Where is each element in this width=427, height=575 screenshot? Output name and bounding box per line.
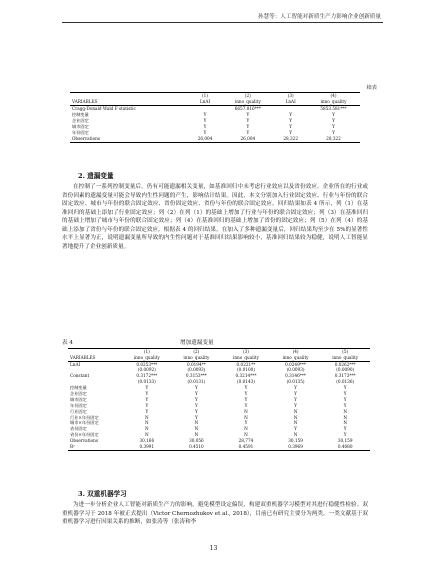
table-cell: (0.0133) (137, 379, 156, 385)
row-label: R² (68, 444, 122, 450)
table-cell: Y (145, 396, 149, 402)
table-cell: 0.0249*** (285, 361, 307, 367)
table-cell: N (244, 408, 248, 414)
table-cell: Y (145, 385, 149, 391)
table-cell: Y (343, 385, 347, 391)
row-label: Constant (70, 373, 90, 379)
table-cell: Y (244, 385, 248, 391)
table-continued-label: 续表 (366, 85, 377, 91)
table-cell: Y (289, 117, 293, 123)
table-cell: 0.4591 (221, 444, 271, 450)
table-cell: Y (145, 402, 149, 408)
table-cell: 28,322 (274, 136, 307, 143)
table-cell: 0.0253*** (136, 361, 158, 367)
omitted-variables-table (68, 348, 370, 451)
table-cell: N (244, 426, 248, 432)
table-cell: N (194, 432, 199, 438)
table-cell: N (244, 414, 248, 420)
table-cell: Y (294, 390, 297, 396)
table-cell: N (144, 420, 149, 426)
row-label: Cragg-Donald Wald F statistic (72, 105, 136, 111)
table-cell: Y (246, 111, 250, 117)
table-cell: N (144, 426, 149, 432)
table-cell: N (343, 414, 347, 420)
page-number: 13 (209, 545, 218, 552)
col-header: inno_quality (271, 355, 321, 361)
table-cell: N (144, 432, 149, 438)
col-number: (1) (122, 349, 172, 355)
table-cell: (0.0143) (237, 379, 255, 385)
table-cell: N (293, 420, 298, 426)
table-cell: 30,056 (189, 438, 204, 444)
row-label: 企业固定 (72, 117, 89, 123)
table-cell: 26,004 (189, 136, 222, 143)
table-cell: 0.3173*** (334, 373, 356, 379)
table-cell: N (343, 408, 347, 414)
table-cell: 6657.816*** (234, 105, 261, 111)
table-body (68, 361, 370, 450)
table-cell: 0.3153*** (185, 373, 207, 379)
table-cell: 28,322 (307, 136, 360, 143)
row-label: LnAI (70, 361, 81, 367)
row-label: 年份固定 (70, 402, 87, 408)
row-label: 省份×年份固定 (70, 432, 99, 438)
section-heading: 2. 遗漏变量 (78, 172, 114, 180)
running-header: 孙慧等：人工智能对新质生产力影响企业创新质量 (257, 14, 381, 20)
col-header: inno_quality (221, 355, 271, 361)
table-cell: Y (246, 129, 250, 135)
table-cell: Y (195, 402, 198, 408)
table-cell: Y (332, 129, 335, 135)
table-cell: 30,159 (337, 438, 353, 444)
table-cell: Y (343, 426, 347, 432)
table-row (68, 444, 370, 450)
table-cell: Y (203, 111, 207, 117)
table-cell: 30,159 (288, 438, 303, 444)
col-header: LnAI (189, 99, 222, 106)
table-cell: 5853.581*** (320, 105, 347, 111)
row-label: 城市固定 (70, 396, 87, 402)
table-cell: Y (294, 385, 297, 391)
table-cell: Y (343, 396, 347, 402)
table-cell: (0.0093) (187, 367, 206, 373)
row-label: 企业固定 (70, 390, 87, 396)
table-cell: N (293, 408, 298, 414)
body-paragraph: 在控制了一系列控制变量后，仍有可能遗漏相关变量，如基准回归中未考虑行业效应以及省份效应。企业所在的行业或省份因素的遗漏变量可能会导致内生性问题的产生，影响估计结果。因此，本文分别加入行业固定效应、行业与年份的联合固定效应、城市与年份的联合固定效应、省份固定效应、省份与年份的联合固定效应。回归结果如表 4 所示，列（1）在基准回归的基础上添加了行业固定效应；列（2）在列（1）的基础上增加了行业与年份的联合固定效应；列（3）在基准回归的基础上增加了城市与年份的联合固定效应；列（4）在基准回归的基础上增加了省份的固定效应；列（5）在列（4）的基础上添加了省份与年份的联合固定效应。根据表 4 的回归结果，在加入了多种遗漏变量后，回归结果均至少在 5%的显著性水平上显著为正，说明遗漏变量所导致的内生性问题对于基准回归结果影响较小，基准回归结果较为稳健，说明人工智能显著地提升了企业创新质量。 (62, 184, 368, 250)
row-label: 省份固定 (70, 426, 87, 432)
table-cell: 0.3146*** (285, 373, 307, 379)
table-cell: Y (244, 420, 248, 426)
row-label: 控制变量 (70, 385, 87, 391)
table-cell: 26,004 (221, 136, 274, 143)
col-header: inno_quality (172, 355, 222, 361)
row-label: 行业×年份固定 (70, 414, 99, 420)
table-title: 增加遗漏变量 (180, 340, 214, 346)
table-cell: 0.4080 (320, 444, 370, 450)
table-cell: Y (332, 111, 335, 117)
row-label: Observations (70, 438, 98, 444)
table-cell: (0.0136) (336, 379, 355, 385)
table-cell: N (244, 432, 248, 438)
col-header: inno_quality (320, 355, 370, 361)
table-cell: 0.0221** (236, 361, 256, 367)
table-body (70, 106, 360, 143)
table-cell: 0.4510 (172, 444, 222, 450)
table-cell: N (144, 414, 149, 420)
continued-table (70, 92, 360, 143)
table-cell: (0.0092) (137, 367, 156, 373)
table-cell: N (293, 432, 298, 438)
col-number: (2) (172, 349, 222, 355)
table-cell: Y (195, 396, 198, 402)
table-cell: Y (294, 426, 297, 432)
row-label: Observations (70, 136, 189, 143)
table-cell: Y (195, 385, 198, 391)
table-cell: Y (145, 408, 149, 414)
table-cell: (0.0093) (286, 367, 305, 373)
row-label: 城市×年份固定 (70, 420, 99, 426)
body-paragraph: 为进一步分析企业人工智能对新质生产力的影响，避免模型设定偏误，构建双重机器学习模型对其进行稳健性检验。双重机器学习于 2018 年被正式提出（Victor Chernozhukov et al., 2018），目前已有研究主要分为两类。一类文献基于双重机器学习进行因果关系的推断，如张涛等（张涛和李 (62, 502, 368, 525)
table-cell: 0.0194** (186, 361, 206, 367)
col-number: (5) (320, 349, 370, 355)
col-header: inno_quality (307, 99, 360, 106)
table-cell: Y (195, 408, 198, 414)
table-cell: N (194, 420, 199, 426)
table-cell: 0.3172*** (136, 373, 158, 379)
row-label: 城市固定 (72, 123, 89, 129)
table-cell: Y (343, 390, 347, 396)
table-cell: Y (145, 390, 149, 396)
col-header: inno_quality (221, 99, 274, 106)
table-cell: Y (203, 123, 207, 129)
table-cell: Y (294, 396, 297, 402)
table-cell: 0.3991 (122, 444, 172, 450)
row-label: 控制变量 (72, 111, 89, 117)
table-cell: (0.0135) (286, 379, 305, 385)
table-cell: N (194, 426, 199, 432)
table-cell: Y (244, 402, 248, 408)
table-cell: N (293, 414, 298, 420)
col-number: (2) (221, 93, 274, 100)
col-number: (3) (221, 349, 271, 355)
table-cell: Y (244, 390, 248, 396)
table-cell: N (343, 420, 347, 426)
table-cell: 30,166 (139, 438, 155, 444)
col-header: VARIABLES (70, 99, 189, 106)
col-number: (4) (307, 93, 360, 100)
table-row (70, 136, 360, 143)
table-cell: Y (289, 129, 293, 135)
table-cell: (0.0090) (336, 367, 355, 373)
row-label: 年份固定 (72, 129, 89, 135)
table-cell: (0.0100) (237, 367, 255, 373)
table-cell: Y (246, 117, 250, 123)
section-heading: 3. 双重机器学习 (78, 490, 127, 498)
row-label: 行业固定 (70, 408, 87, 414)
table-cell: Y (244, 396, 248, 402)
table-cell: Y (332, 117, 335, 123)
table-cell: 0.3214*** (235, 373, 257, 379)
table-number: 表 4 (62, 340, 73, 346)
header-rule (62, 22, 383, 23)
table-cell: Y (203, 129, 207, 135)
table-cell: Y (343, 402, 347, 408)
col-header: VARIABLES (68, 355, 122, 361)
table-cell: 0.3969 (271, 444, 321, 450)
table-cell: Y (289, 123, 293, 129)
col-number: (3) (274, 93, 307, 100)
table-cell: Y (195, 390, 198, 396)
col-header: LnAI (274, 99, 307, 106)
table-cell: Y (289, 111, 293, 117)
table-cell: 28,774 (238, 438, 254, 444)
table-cell: Y (343, 432, 347, 438)
col-number: (4) (271, 349, 321, 355)
table-cell: Y (246, 123, 250, 129)
table-cell: Y (203, 117, 207, 123)
col-header: inno_quality (122, 355, 172, 361)
table-cell: 0.0262*** (334, 361, 356, 367)
table-cell: (0.0131) (187, 379, 206, 385)
table-cell: Y (195, 414, 198, 420)
col-number: (1) (189, 93, 222, 100)
table-cell: Y (294, 402, 297, 408)
table-cell: Y (332, 123, 335, 129)
